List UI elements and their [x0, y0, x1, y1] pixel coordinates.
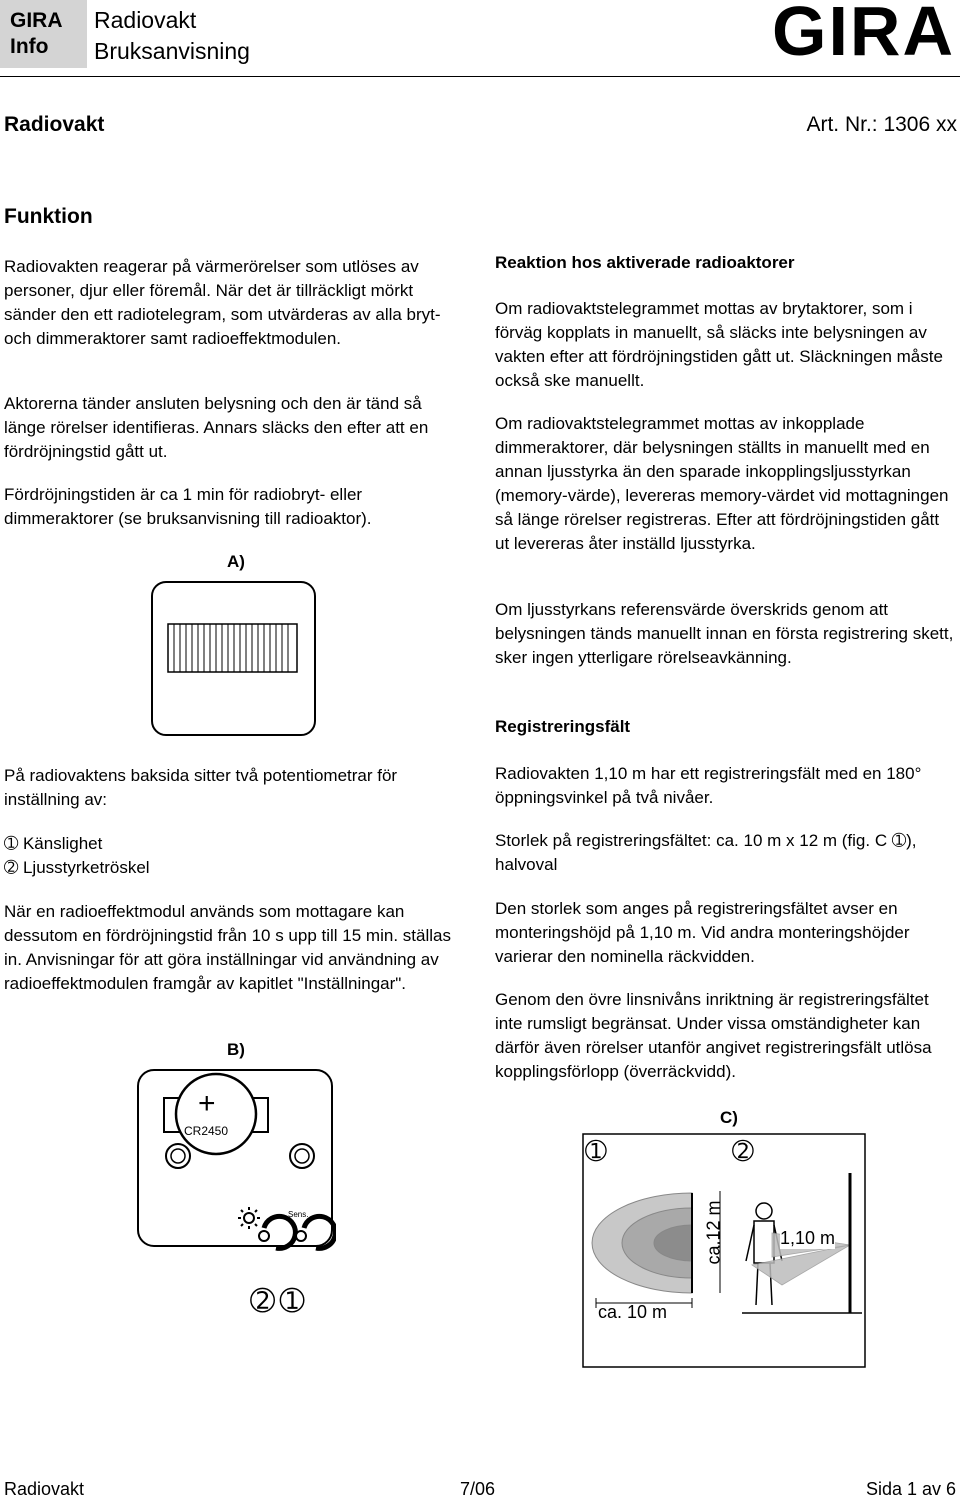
potentiometer-paragraph: När en radioeffektmodul används som mottagare kan dessutom en fördröjningstid från 10 s upp till 15 min. ställas in. Anvisningar för att göra inställningar vid användning av radioeffektmodulen framgår av kapitlet "Inställningar". [4, 902, 451, 993]
potentiometer-item-brightness: ➁ Ljusstyrketröskel [4, 858, 150, 877]
potentiometer-item-sensitivity: ➀ Känslighet [4, 834, 103, 853]
section-heading-funktion: Funktion [4, 205, 93, 228]
dimension-width: ca.12 m [703, 1200, 724, 1265]
gira-info-badge [0, 0, 87, 68]
footer-left: Radiovakt [4, 1479, 85, 1499]
figure-b-sensor-back [136, 1068, 336, 1318]
document-title: Radiovakt [4, 113, 105, 136]
figure-c-marker-2: ➁ [732, 1136, 754, 1166]
potentiometer-intro: På radiovaktens baksida sitter två potentiometrar för inställning av: [4, 766, 398, 809]
footer-right: Sida 1 av 6 [865, 1479, 956, 1499]
figure-a-label: A) [227, 552, 245, 571]
figure-a-sensor-front [150, 580, 318, 738]
heading-reaktion: Reaktion hos aktiverade radioaktorer [495, 253, 795, 272]
sens-label: Sens. [288, 1210, 309, 1219]
footer-center: 7/06 [460, 1479, 496, 1499]
figure-c-label: C) [720, 1108, 738, 1127]
figure-c-marker-1: ➀ [585, 1136, 607, 1166]
figure-b-callout-numbers: ➁ ➀ [250, 1285, 303, 1318]
battery-label: CR2450 [184, 1124, 229, 1138]
reaktion-paragraph-1: Om radiovaktstelegrammet mottas av brytaktorer, som i förväg kopplats in manuellt, så släcks inte belysningen av vakten efter att fördröjningstiden gått ut. Släckningen måste också ske manuellt. [495, 299, 943, 390]
registreringsfalt-paragraph-2: Storlek på registreringsfältet: ca. 10 m x 12 m (fig. C ➀), halvoval [495, 831, 917, 874]
battery-plus-sign: + [198, 1087, 216, 1120]
funktion-paragraph-3: Fördröjningstiden är ca 1 min för radiobryt- eller dimmeraktorer (se bruksanvisning till radioaktor). [4, 485, 372, 528]
reaktion-paragraph-3: Om ljusstyrkans referensvärde överskrids genom att belysningen tänds manuellt innan en första registrering skett, sker ingen ytterligare rörelseavkänning. [495, 600, 954, 667]
gira-logo: GIRA [772, 0, 955, 70]
funktion-paragraph-1: Radiovakten reagerar på värmerörelser som utlöses av personer, djur eller föremål. När det är tillräckligt mörkt sänder den ett radiotelegram, som utvärderas av alla bryt- och dimmeraktorer samt radioeffektmodulen. [4, 257, 441, 348]
header-rule [0, 76, 960, 77]
registreringsfalt-paragraph-3: Den storlek som anges på registreringsfältet avser en monteringshöjd på 1,10 m. Vid andra monteringshöjder varierar den nominella räckvidden. [495, 899, 910, 966]
registreringsfalt-paragraph-1: Radiovakten 1,10 m har ett registreringsfält med en 180° öppningsvinkel på två nivåer. [495, 764, 922, 807]
article-number: Art. Nr.: 1306 xx [806, 113, 957, 136]
registreringsfalt-paragraph-4: Genom den övre linsnivåns inriktning är registreringsfältet inte rumsligt begränsat. Under vissa omständigheter kan därför även rörelser utanför angivet registreringsfält utlösa kopplingsförlopp (överräckvidd). [495, 990, 932, 1081]
heading-registreringsfalt: Registreringsfält [495, 717, 631, 736]
dimension-height: 1,10 m [780, 1228, 836, 1248]
badge-line1: GIRA [10, 9, 63, 32]
dimension-depth: ca. 10 m [598, 1302, 668, 1322]
figure-b-label: B) [227, 1040, 245, 1059]
figure-c-detection-field [582, 1133, 867, 1370]
funktion-paragraph-2: Aktorerna tänder ansluten belysning och den är tänd så länge rörelser identifieras. Annars släcks den efter att en fördröjningstid gått ut. [4, 394, 429, 461]
header-subtitle: Bruksanvisning [94, 38, 250, 64]
badge-line2: Info [10, 35, 49, 58]
header-title: Radiovakt [94, 7, 197, 33]
reaktion-paragraph-2: Om radiovaktstelegrammet mottas av inkopplade dimmeraktorer, där belysningen ställts in manuellt med en annan ljusstyrka än den sparade inkopplingsljusstyrkan (memory-värde), levereras memory-värdet vid mottagningen så länge rörelser registreras. Efter att fördröjningstiden gått ut levereras åter inställd ljusstyrka. [495, 414, 949, 553]
